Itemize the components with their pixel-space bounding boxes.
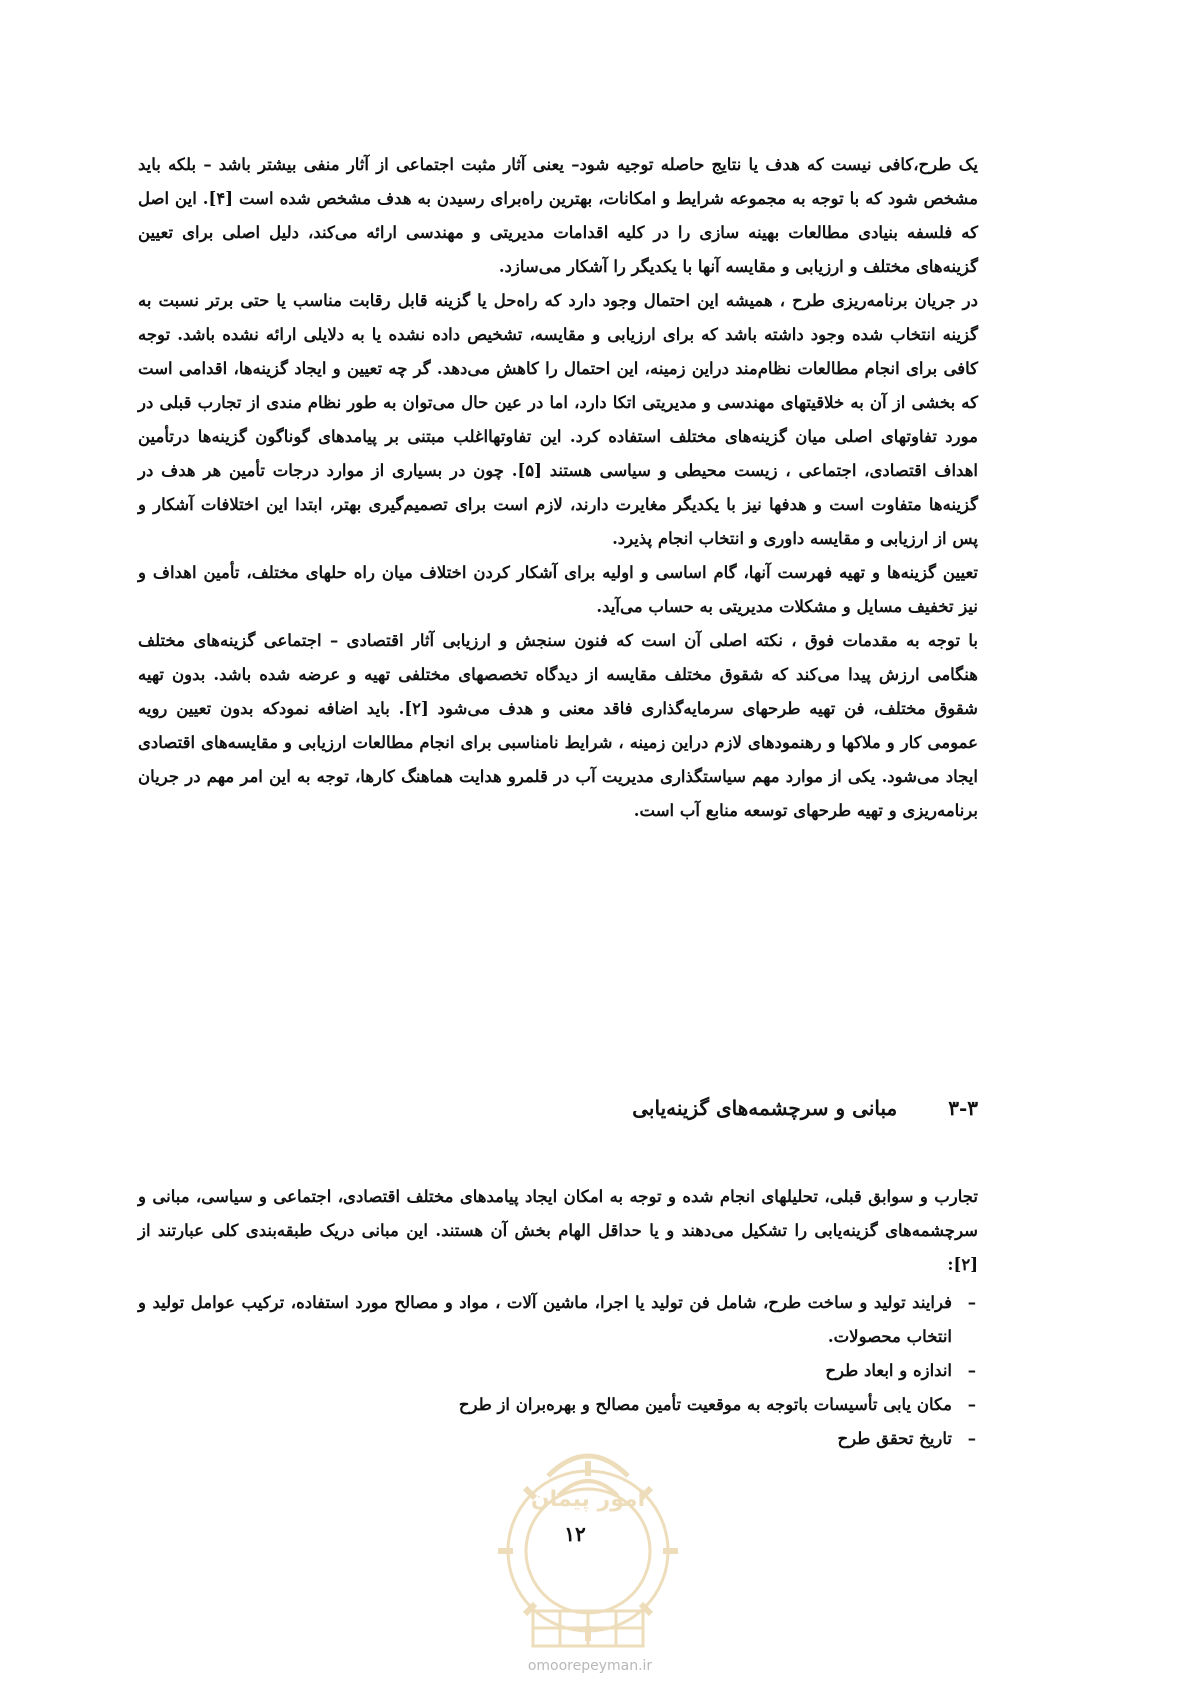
body-text — [138, 148, 978, 828]
list-item-text: فرایند تولید و ساخت طرح، شامل فن تولید یا اجرا، ماشین آلات ، مواد و مصالح مورد استفاده، ترکیب عوامل تولید و انتخاب محصولات. — [138, 1293, 952, 1346]
list-item — [138, 1354, 978, 1388]
paragraph-4: با توجه به مقدمات فوق ، نکته اصلی آن است که فنون سنجش و ارزیابی آثار اقتصادی – اجتماعی گزینه‌های مختلف هنگامی ارزش پیدا می‌کند که شقوق مختلف مقایسه از دیدگاه تخصصهای مختلفی تهیه و عرضه شده باشد. بدون تهیه شقوق مختلف، فن تهیه طرحهای سرمایه‌گذاری فاقد معنی و هدف می‌شود [۲]. باید اضافه نمودکه بدون تعیین رویه عمومی کار و ملاکها و رهنمودهای لازم دراین زمینه ، شرایط نامناسبی برای انجام مطالعات ارزیابی و مقایسه‌های اقتصادی ایجاد می‌شود. یکی از موارد مهم سیاستگذاری مدیریت آب در قلمرو هدایت هماهنگ کارها، توجه به این امر مهم در جریان برنامه‌ریزی و تهیه طرحهای توسعه منابع آب است. — [138, 631, 979, 820]
section-heading — [578, 1093, 978, 1123]
section-number: ۳-۳ — [948, 1096, 978, 1120]
list-item-text: تاریخ تحقق طرح — [837, 1429, 952, 1448]
publisher-logo-gear-icon — [488, 1436, 688, 1666]
list-item-text: اندازه و ابعاد طرح — [825, 1361, 952, 1380]
paragraph-1: یک طرح،کافی نیست که هدف یا نتایج حاصله توجیه شود– یعنی آثار مثبت اجتماعی از آثار منفی بیشتر باشد – بلکه باید مشخص شود که با توجه به مجموعه شرایط و امکانات، بهترین راه‌برای رسیدن به هدف مشخص شده است [۴]. این اصل که فلسفه بنیادی مطالعات بهینه سازی را در کلیه اقدامات مدیریتی و مهندسی ارائه می‌کند، دلیل اصلی برای تعیین گزینه‌های مختلف و ارزیابی و مقایسه آنها با یکدیگر را آشکار می‌سازد. — [138, 155, 978, 276]
section-body — [138, 1180, 978, 1456]
paragraph-3: تعیین گزینه‌ها و تهیه فهرست آنها، گام اساسی و اولیه برای آشکار کردن اختلاف میان راه حلهای مختلف، تأمین اهداف و نیز تخفیف مسایل و مشکلات مدیریتی به حساب می‌آید. — [138, 563, 978, 616]
footer-site: omoorepeyman.ir — [527, 1658, 653, 1674]
list-item — [138, 1388, 978, 1422]
watermark-text: امور پیمان — [530, 1487, 646, 1512]
bullet-dash: – — [967, 1429, 976, 1448]
paragraph-2: در جریان برنامه‌ریزی طرح ، همیشه این احتمال وجود دارد که راه‌حل یا گزینه قابل رقابت مناسب یا حتی برتر نسبت به گزینه انتخاب شده وجود داشته باشد که برای ارزیابی و مقایسه، تشخیص داده نشده یا به دلایلی ارائه نشده باشد. توجه کافی برای انجام مطالعات نظام‌مند دراین زمینه، این احتمال را کاهش می‌دهد. گر چه تعیین و ایجاد گزینه‌ها، اقدامی است که بخشی از آن به خلاقیتهای مهندسی و مدیریتی اتکا دارد، اما در عین حال می‌توان به طور نظام مندی از تجارب قبلی در مورد تفاوتهای اصلی میان گزینه‌های مختلف استفاده کرد. این تفاوتهااغلب مبتنی بر پیامدهای گوناگون گزینه‌ها درتأمین اهداف اقتصادی، اجتماعی ، زیست محیطی و سیاسی هستند [۵]. چون در بسیاری از موارد درجات تأمین هر هدف در گزینه‌ها متفاوت است و هدفها نیز با یکدیگر مغایرت دارند، لازم است برای تصمیم‌گیری بهتر، ابتدا این اختلافات آشکار و پس از ارزیابی و مقایسه داوری و انتخاب انجام پذیرد. — [138, 291, 978, 548]
bullet-list — [138, 1286, 978, 1456]
section-paragraph: تجارب و سوابق قبلی، تحلیلهای انجام شده و توجه به امکان ایجاد پیامدهای مختلف اقتصادی، اجتماعی و سیاسی، مبانی و سرچشمه‌های گزینه‌یابی را تشکیل می‌دهند و یا حداقل الهام بخش آن هستند. این مبانی دریک طبقه‌بندی کلی عبارتند از [۲]: — [138, 1187, 978, 1274]
section-title: مبانی و سرچشمه‌های گزینه‌یابی — [632, 1096, 898, 1120]
bullet-dash: – — [967, 1293, 976, 1312]
page-number: ۱۲ — [564, 1522, 586, 1546]
list-item-text: مکان یابی تأسیسات باتوجه به موقعیت تأمین مصالح و بهره‌بران از طرح — [458, 1395, 952, 1414]
bullet-dash: – — [967, 1395, 976, 1414]
list-item — [138, 1286, 978, 1354]
bullet-dash: – — [967, 1361, 976, 1380]
